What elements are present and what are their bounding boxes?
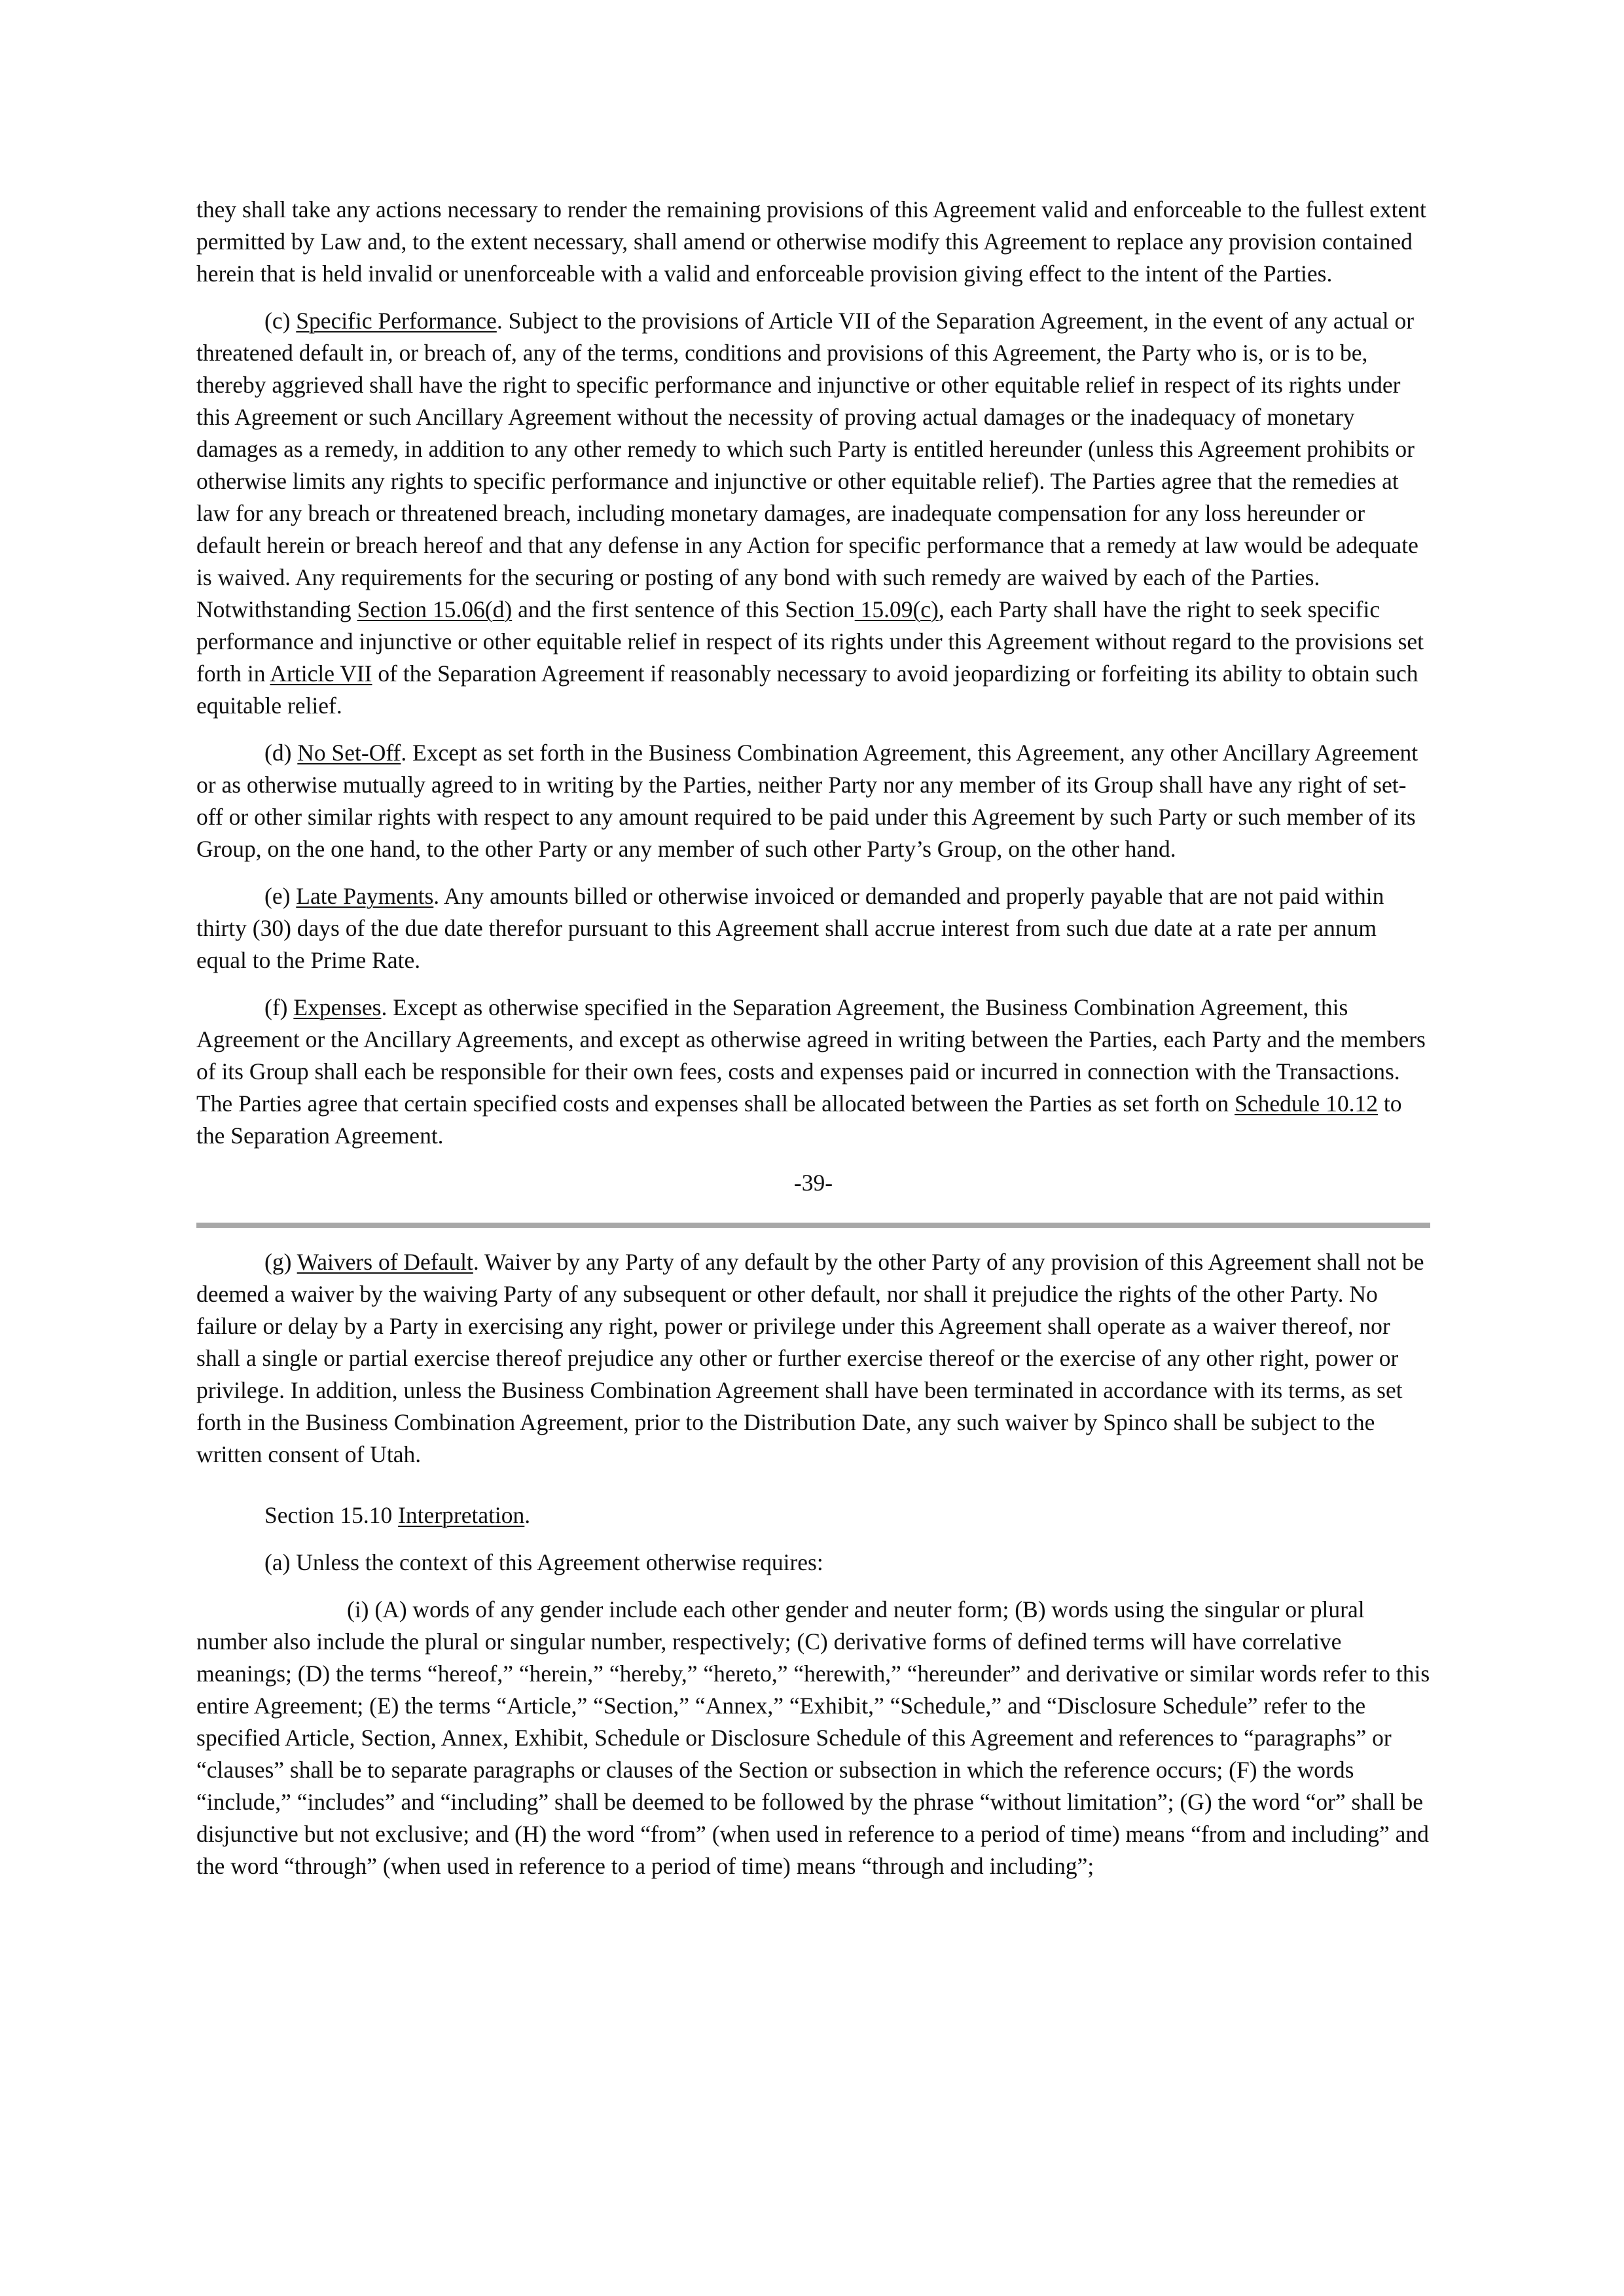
cross-reference: Article VII xyxy=(270,660,372,687)
clause-text: . Subject to the provisions of Article VII of the Separation Agreement, in the event of any actual or threatened default in, or breach of, any of the terms, conditions and provisions of this Agreement, the Party who is, or is to be, thereby aggrieved shall have the right to specific performance and injunctive or other equitable relief in respect of its rights under this Agreement or such Ancillary Agreement without the necessity of proving actual damages or the inadequacy of monetary damages as a remedy, in addition to any other remedy to which such Party is entitled hereunder (unless this Agreement prohibits or otherwise limits any rights to specific performance and injunctive or other equitable relief). The Parties agree that the remedies at law for any breach or threatened breach, including monetary damages, are inadequate compensation for any loss hereunder or default herein or breach hereof and that any defense in any Action for specific performance that a remedy at law would be adequate is waived. Any requirements for the securing or posting of any bond with such remedy are waived by each of the Parties. Notwithstanding xyxy=(196,308,1418,622)
clause-text: . Any amounts billed or otherwise invoiced or demanded and properly payable that are not paid within thirty (30) days of the due date therefor pursuant to this Agreement shall accrue interest from such due date at a rate per annum equal to the Prime Rate. xyxy=(196,883,1384,973)
clause-prefix: (g) xyxy=(264,1249,297,1275)
clause-title-specific-performance: Specific Performance xyxy=(296,308,497,334)
clause-prefix: (d) xyxy=(264,740,298,766)
paragraph-interpretation-i: (i) (A) words of any gender include each other gender and neuter form; (B) words using the singular or plural number also include the plural or singular number, respectively; (C) derivative forms of defined terms will have correlative meanings; (D) the terms “hereof,” “herein,” “hereby,” “hereto,” “herewith,” “hereunder” and derivative or similar words refer to this entire Agreement; (E) the terms “Article,” “Section,” “Annex,” “Exhibit,” “Schedule,” and “Disclosure Schedule” refer to the specified Article, Section, Annex, Exhibit, Schedule or Disclosure Schedule of this Agreement and references to “paragraphs” or “clauses” shall be to separate paragraphs or clauses of the Section or subsection in which the reference occurs; (F) the words “include,” “includes” and “including” shall be deemed to be followed by the phrase “without limitation”; (G) the word “or” shall be disjunctive but not exclusive; and (H) the word “from” (when used in reference to a period of time) means “from and including” and the word “through” (when used in reference to a period of time) means “through and including”; xyxy=(196,1596,1430,1879)
page-divider xyxy=(196,1223,1430,1228)
paragraph-late-payments xyxy=(196,880,1430,977)
cross-reference: Section 15.06(d) xyxy=(357,596,513,622)
clause-title-waivers-of-default: Waivers of Default xyxy=(297,1249,473,1275)
cross-reference: 15.09(c) xyxy=(854,596,939,622)
paragraph-continuation: they shall take any actions necessary to render the remaining provisions of this Agreement valid and enforceable to the fullest extent permitted by Law and, to the extent necessary, shall amend or otherwise modify this Agreement to replace any provision contained herein that is held invalid or unenforceable with a valid and enforceable provision giving effect to the intent of the Parties. xyxy=(196,196,1426,287)
clause-text: , each Party shall have the right to seek specific performance and injunctive or other equitable relief in respect of its rights under this Agreement without regard to the provisions set forth in xyxy=(196,596,1424,687)
section-number: Section 15.10 xyxy=(264,1502,399,1528)
clause-prefix: (c) xyxy=(264,308,297,334)
paragraph-expenses xyxy=(196,992,1430,1152)
paragraph-no-set-off xyxy=(196,737,1430,865)
clause-title-no-set-off: No Set-Off xyxy=(297,740,401,766)
document-page xyxy=(196,194,1430,1897)
section-suffix: . xyxy=(524,1502,531,1528)
clause-text: . Waiver by any Party of any default by the other Party of any provision of this Agreement shall not be deemed a waiver by the waiving Party of any subsequent or other default, nor shall it prejudice the rights of the other Party. No failure or delay by a Party in exercising any right, power or privilege under this Agreement shall operate as a waiver thereof, nor shall a single or partial exercise thereof prejudice any other or further exercise thereof or the exercise of any other right, power or privilege. In addition, unless the Business Combination Agreement shall have been terminated in accordance with its terms, as set forth in the Business Combination Agreement, prior to the Distribution Date, any such waiver by Spinco shall be subject to the written consent of Utah. xyxy=(196,1249,1424,1467)
clause-title-expenses: Expenses xyxy=(293,994,382,1020)
clause-text: to the Separation Agreement. xyxy=(196,1090,1402,1149)
paragraph-interpretation-a: (a) Unless the context of this Agreement otherwise requires: xyxy=(264,1549,823,1575)
paragraph-specific-performance xyxy=(196,305,1430,722)
clause-text: and the first sentence of this Section xyxy=(512,596,855,622)
clause-text: . Except as set forth in the Business Combination Agreement, this Agreement, any other Ancillary Agreement or as otherwise mutually agreed to in writing by the Parties, neither Party nor any member of its Group shall have any right of set-off or other similar rights with respect to any amount required to be paid under this Agreement by such Party or such member of its Group, on the one hand, to the other Party or any member of such other Party’s Group, on the other hand. xyxy=(196,740,1418,862)
clause-prefix: (f) xyxy=(264,994,294,1020)
section-heading-interpretation xyxy=(196,1499,1430,1532)
page-number: -39- xyxy=(793,1170,833,1196)
paragraph-waivers-of-default xyxy=(196,1246,1430,1471)
cross-reference: Schedule 10.12 xyxy=(1235,1090,1378,1117)
clause-title-late-payments: Late Payments xyxy=(296,883,434,909)
clause-text: of the Separation Agreement if reasonably necessary to avoid jeopardizing or forfeiting its ability to obtain such equitable relief. xyxy=(196,660,1418,719)
section-title: Interpretation xyxy=(398,1502,525,1528)
clause-prefix: (e) xyxy=(264,883,297,909)
clause-text: . Except as otherwise specified in the Separation Agreement, the Business Combination Agreement, this Agreement or the Ancillary Agreements, and except as otherwise agreed in writing between the Parties, each Party and the members of its Group shall each be responsible for their own fees, costs and expenses paid or incurred in connection with the Transactions. The Parties agree that certain specified costs and expenses shall be allocated between the Parties as set forth on xyxy=(196,994,1426,1117)
